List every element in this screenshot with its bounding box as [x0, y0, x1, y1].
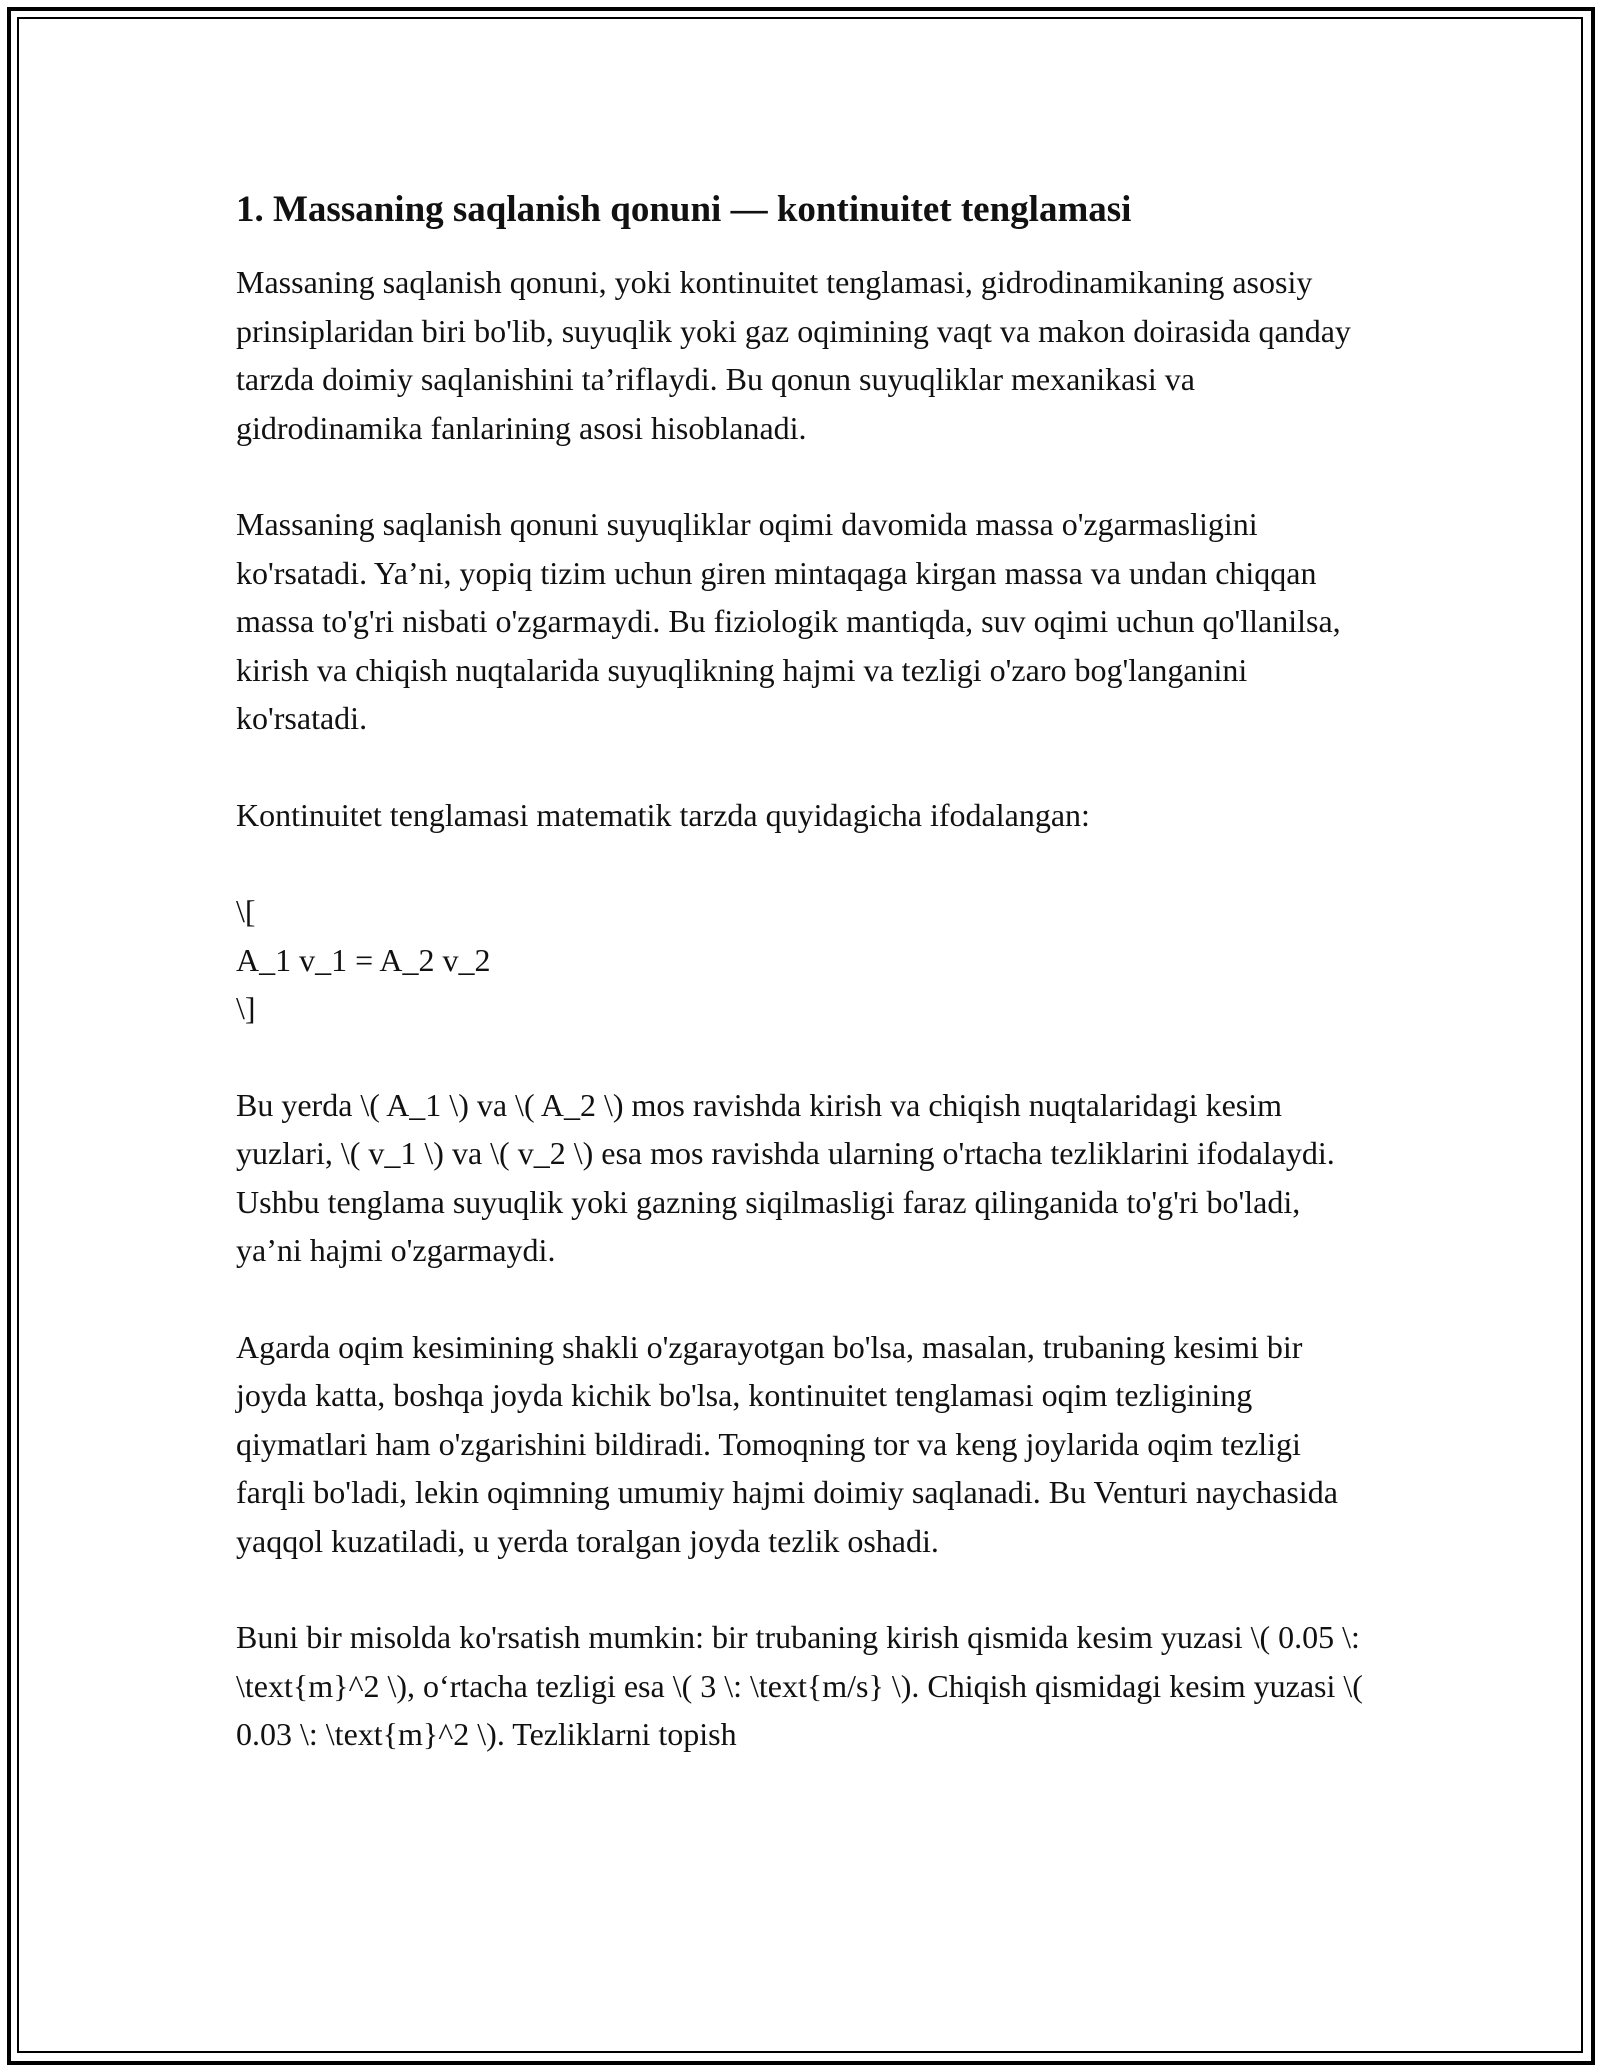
paragraph-mass-conservation: Massaning saqlanish qonuni suyuqliklar oqimi davomida massa o'zgarmasligini ko'rsatadi. Ya’ni, yopiq tizim uchun giren mintaqaga kirgan massa va undan chiqqan massa to'g'ri nisbati o'zgarmaydi. Bu fiziologik mantiqda, suv oqimi uchun qo'llanilsa, kirish va chiqish nuqtalarida suyuqlikning hajmi va tezligi o'zaro bog'langanini ko'rsatadi.: [236, 506, 1341, 736]
paragraph-equation-intro: Kontinuitet tenglamasi matematik tarzda quyidagicha ifodalangan:: [236, 796, 1090, 833]
equation-open-delimiter: \[: [236, 893, 256, 929]
equation-close-delimiter: \]: [236, 990, 256, 1026]
document-body: [236, 186, 1366, 1807]
paragraph-example: Buni bir misolda ko'rsatish mumkin: bir trubaning kirish qismida kesim yuzasi \( 0.05 \: \text{m}^2 \), o‘rtacha tezligi esa \( 3 \: \text{m/s} \). Chiqish qismidagi kesim yuzasi \( 0.03 \: \text{m}^2 \). Tezliklarni topish: [236, 1619, 1363, 1752]
paragraph-intro: Massaning saqlanish qonuni, yoki kontinuitet tenglamasi, gidrodinamikaning asosiy prinsiplaridan biri bo'lib, suyuqlik yoki gaz oqimining vaqt va makon doirasida qanday tarzda doimiy saqlanishini ta’riflaydi. Bu qonun suyuqliklar mexanikasi va gidrodinamika fanlarining asosi hisoblanadi.: [236, 264, 1351, 446]
equation-body: A_1 v_1 = A_2 v_2: [236, 941, 491, 978]
continuity-equation: [236, 887, 1366, 1033]
section-heading: 1. Massaning saqlanish qonuni — kontinuitet tenglamasi: [236, 189, 1132, 230]
paragraph-venturi: Agarda oqim kesimining shakli o'zgarayotgan bo'lsa, masalan, trubaning kesimi bir joyda katta, boshqa joyda kichik bo'lsa, kontinuitet tenglamasi oqim tezligining qiymatlari ham o'zgarishini bildiradi. Tomoqning tor va keng joylarida oqim tezligi farqli bo'ladi, lekin oqimning umumiy hajmi doimiy saqlanadi. Bu Venturi naychasida yaqqol kuzatiladi, u yerda toralgan joyda tezlik oshadi.: [236, 1328, 1338, 1559]
paragraph-variable-definitions: Bu yerda \( A_1 \) va \( A_2 \) mos ravishda kirish va chiqish nuqtalaridagi kesim yuzlari, \( v_1 \) va \( v_2 \) esa mos ravishda ularning o'rtacha tezliklarini ifodalaydi. Ushbu tenglama suyuqlik yoki gazning siqilmasligi faraz qilinganida to'g'ri bo'ladi, ya’ni hajmi o'zgarmaydi.: [236, 1086, 1335, 1268]
